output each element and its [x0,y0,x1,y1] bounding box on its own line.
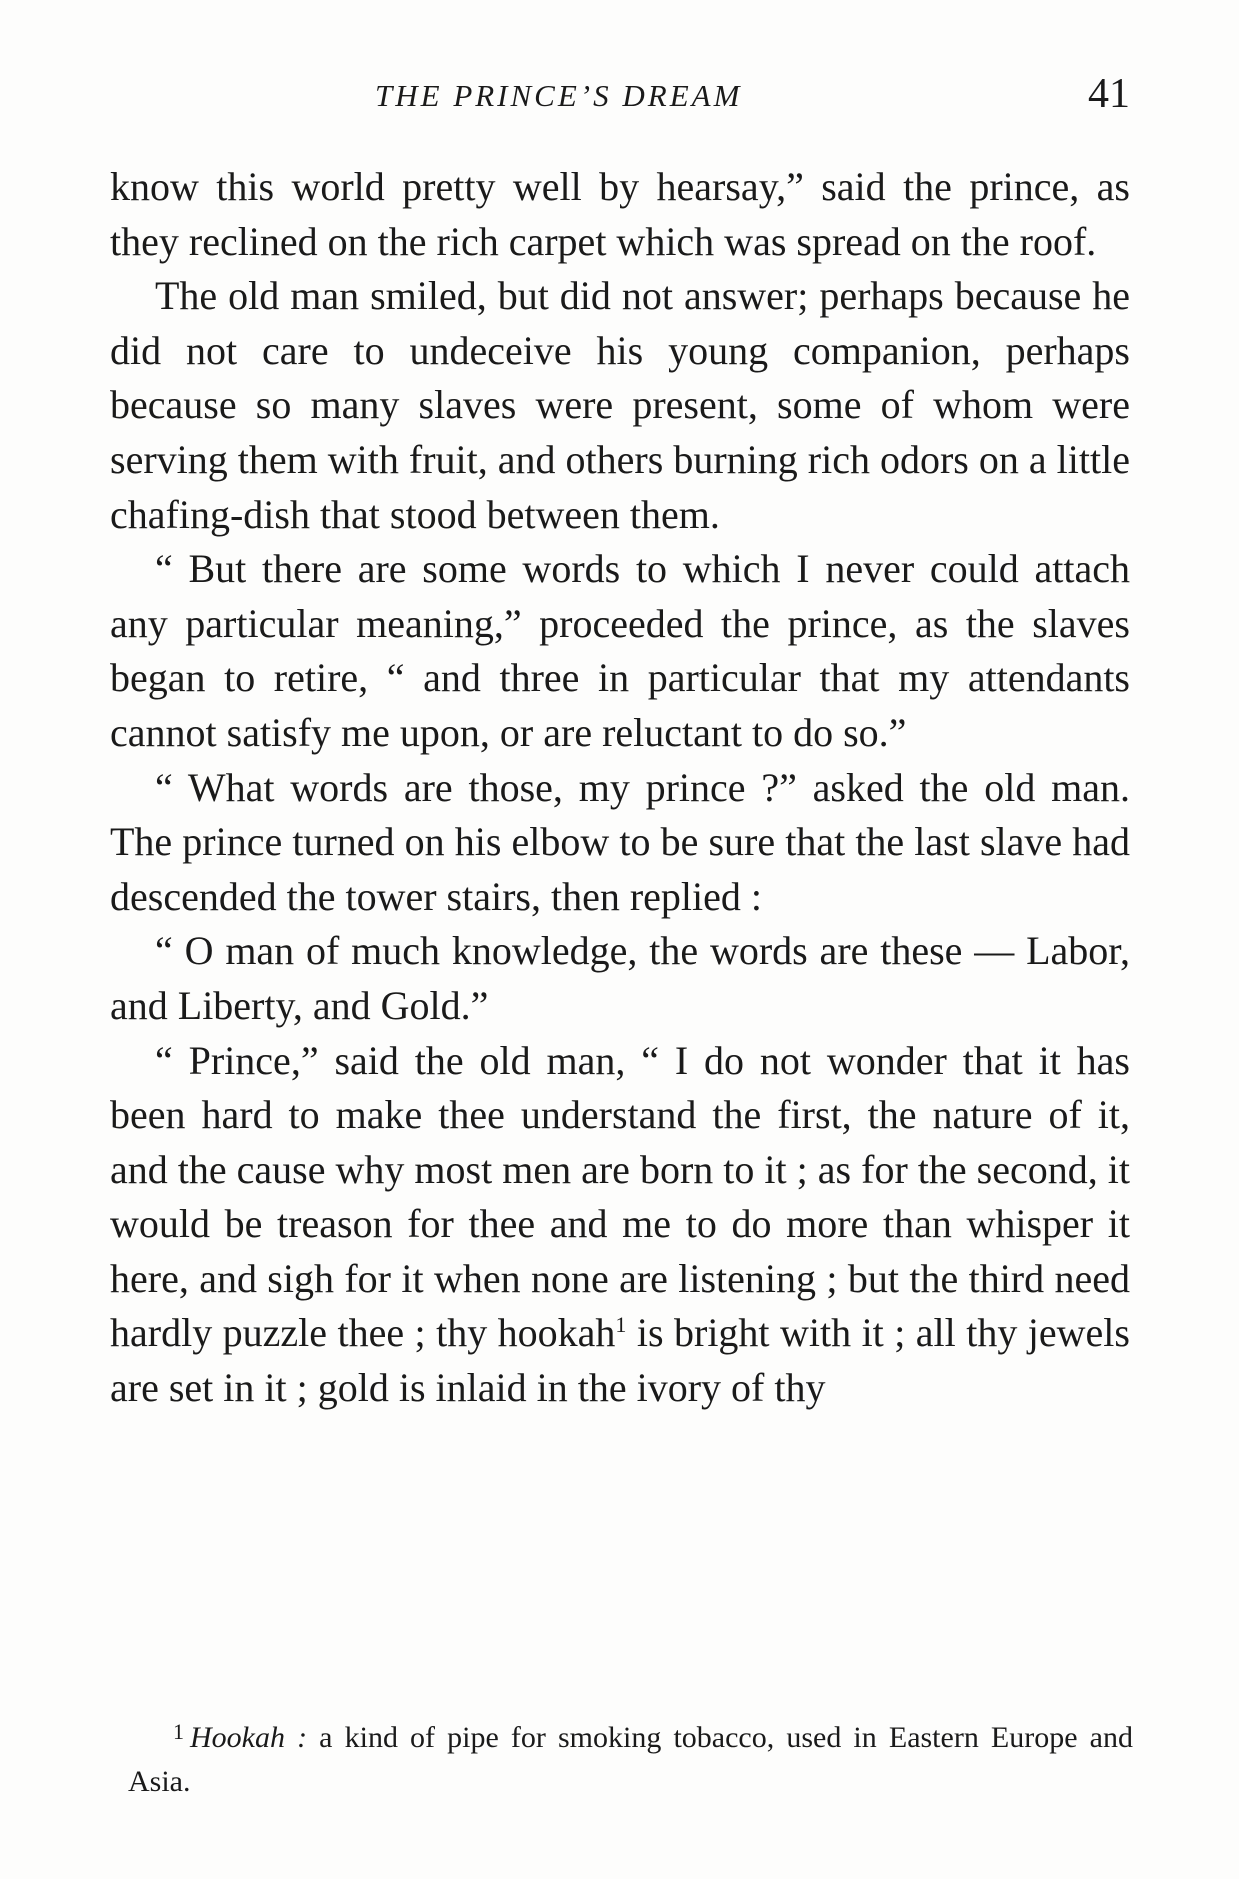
body-text [110,160,1130,1416]
paragraph-6 [110,1034,1130,1416]
page-number: 41 [1088,71,1130,117]
paragraph-6-text-a: “ Prince,” said the old man, “ I do not wonder that it has been hard to make thee understand the first, the nature of it, and the cause why most men are born to it ; as for the second, it would be treason for thee and me to do more than whisper it here, and sigh for it when none are listening ; but the third need hardly puzzle thee ; thy hookah [110,1037,1130,1356]
paragraph-6-text-b: is bright with it ; all thy jewels are set in it ; gold is inlaid in the ivory of thy [110,1310,1130,1411]
paragraph-3: “ But there are some words to which I never could attach any particular meaning,” proceeded the prince, as the slaves began to retire, “ and three in particular that my attendants cannot satisfy me upon, or are reluctant to do so.” [110,546,1130,755]
paragraph-2: The old man smiled, but did not answer; perhaps because he did not care to undeceive his young companion, perhaps because so many slaves were present, some of whom were serving them with fruit, and others burning rich odors on a little chafing-dish that stood between them. [110,273,1130,537]
footnote [128,1710,1133,1804]
footnote-text: a kind of pipe for smoking tobacco, used in Eastern Europe and Asia. [128,1721,1133,1798]
paragraph-5: “ O man of much knowledge, the words are these — Labor, and Liberty, and Gold.” [110,928,1130,1028]
running-head [110,70,1130,120]
paragraph-4: “ What words are those, my prince ?” asked the old man. The prince turned on his elbow to be sure that the last slave had descended the tower stairs, then replied : [110,764,1130,919]
footnote-term: Hookah : [190,1721,308,1754]
footnote-reference: 1 [615,1312,627,1338]
running-title: THE PRINCE’S DREAM [375,78,743,113]
paragraph-1: know this world pretty well by hearsay,” said the prince, as they reclined on the rich carpet which was spread on the roof. [110,164,1130,264]
footnote-marker: 1 [173,1719,184,1744]
